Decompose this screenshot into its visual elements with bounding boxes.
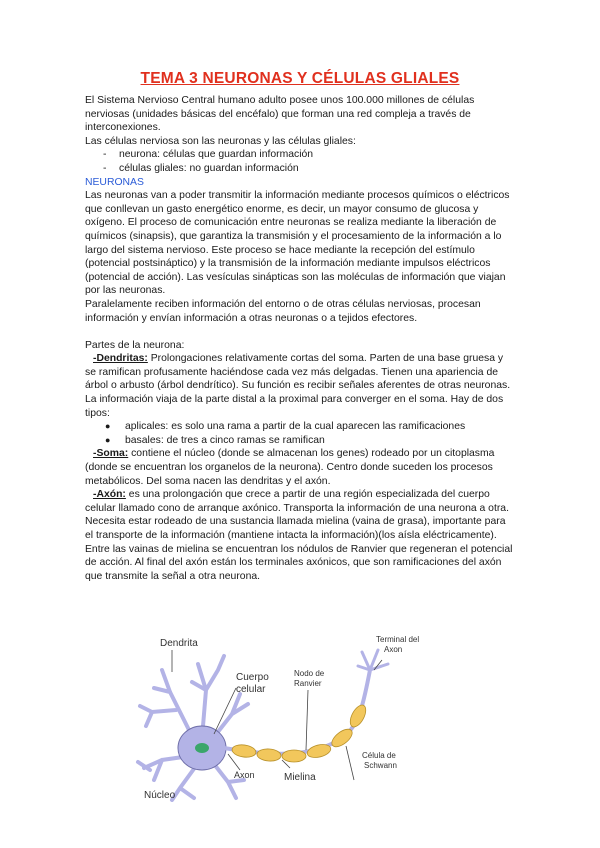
list-item: ● basales: de tres a cinco ramas se ramifican (105, 434, 325, 446)
label-terminal-2: Axon (384, 645, 403, 654)
document-page (85, 70, 515, 583)
dendritas-paragraph: -Dendritas: Prolongaciones relativamente cortas del soma. Parten de una base gruesa y se ramifican profusamente haciéndose cada vez más delgadas. Tienen una apariencia de árbol o arbusto (árbol dendrítico). Su función es recibir señales aferentes de otras neuronas. La información viaja de la parte distal a la proximal para converger en el soma. Hay de dos tipos: (85, 353, 511, 419)
section-heading-neuronas: NEURONAS (85, 176, 144, 188)
label-nodo-1: Nodo de (294, 669, 325, 678)
label-cuerpo-2: celular (236, 684, 266, 695)
soma-term: -Soma: (93, 448, 129, 460)
axon-paragraph: -Axón: es una prolongación que crece a partir de una región especializada del cuerpo celular llamado cono de arranque axónico. Transporta la información de una neurona a otra. Necesita estar rodeado de una sustancia llamada mielina (vaina de grasa), importante para el transporte de la información (mantiene intacta la información)(los aísla eléctricamente). Entre las vainas de mielina se encuentran los nódulos de Ranvier que regeneran el potencial de acción. Al final del axón están los terminales axónicos, que son ramificaciones del axón que transmite la señal a otra neurona. (85, 489, 513, 582)
intro-lead: Las células nerviosa son las neuronas y las células gliales: (85, 135, 356, 147)
label-terminal-1: Terminal del (376, 635, 420, 644)
label-nodo-2: Ranvier (294, 679, 322, 688)
axon-term: -Axón: (93, 489, 126, 501)
dendritas-term: -Dendritas: (93, 353, 148, 365)
partes-heading: Partes de la neurona: (85, 339, 185, 351)
label-celula-1: Célula de (362, 751, 396, 760)
label-mielina: Mielina (284, 772, 316, 783)
label-cuerpo-1: Cuerpo (236, 672, 269, 683)
myelin-sheath (231, 703, 369, 762)
bullet-icon: ● (105, 434, 111, 445)
neuron-illustration (132, 630, 448, 802)
dash-marker: - (103, 149, 107, 161)
label-celula-2: Schwann (364, 761, 397, 770)
list-item: - neurona: células que guardan información (103, 149, 314, 161)
intro-paragraph: El Sistema Nervioso Central humano adulto posee unos 100.000 millones de células nerviosas (unidades básicas del encéfalo) que forman una red compleja a través de interconexiones. (85, 95, 475, 134)
neuronas-paragraph-2: Paralelamente reciben información del entorno o de otras células nerviosas, procesan información y envían información a otras neuronas o a tejidos efectores. (85, 298, 481, 324)
neuronas-paragraph: Las neuronas van a poder transmitir la información mediante procesos químicos o eléctricos que conllevan un gasto energético enorme, es decir, un mayor consumo de glucosa y oxígeno. El proceso de comunicación entre neuronas se realiza mediante la liberación de químicos (sinapsis), que garantiza la transmisión y el procesamiento de la información a lo largo del sistema nervioso. Este proceso se hace mediante la recepción del estímulo (potencial postsináptico) y la transmisión de la información mediante impulsos eléctricos (potencial de acción). Las vesículas sinápticas son las moléculas de información que viajan por las neuronas. (85, 190, 510, 297)
label-nucleo: Núcleo (144, 790, 176, 801)
label-dendrita: Dendrita (160, 638, 198, 649)
list-item: ● aplicales: es solo una rama a partir de la cual aparecen las ramificaciones (105, 421, 466, 433)
label-axon: Axon (234, 770, 255, 780)
dash-marker: - (103, 162, 107, 174)
page-title: TEMA 3 NEURONAS Y CÉLULAS GLIALES (140, 70, 460, 87)
bullet-icon: ● (105, 421, 111, 432)
nucleus (195, 743, 209, 753)
list-item: - células gliales: no guardan información (103, 162, 299, 174)
neuron-diagram (132, 630, 448, 802)
soma-paragraph: -Soma: contiene el núcleo (donde se almacenan los genes) rodeado por un citoplasma (donde se encuentran los organelos de la neurona). Centro donde suceden los procesos metabólicos. Del soma nacen las dendritas y el axón. (85, 448, 495, 487)
